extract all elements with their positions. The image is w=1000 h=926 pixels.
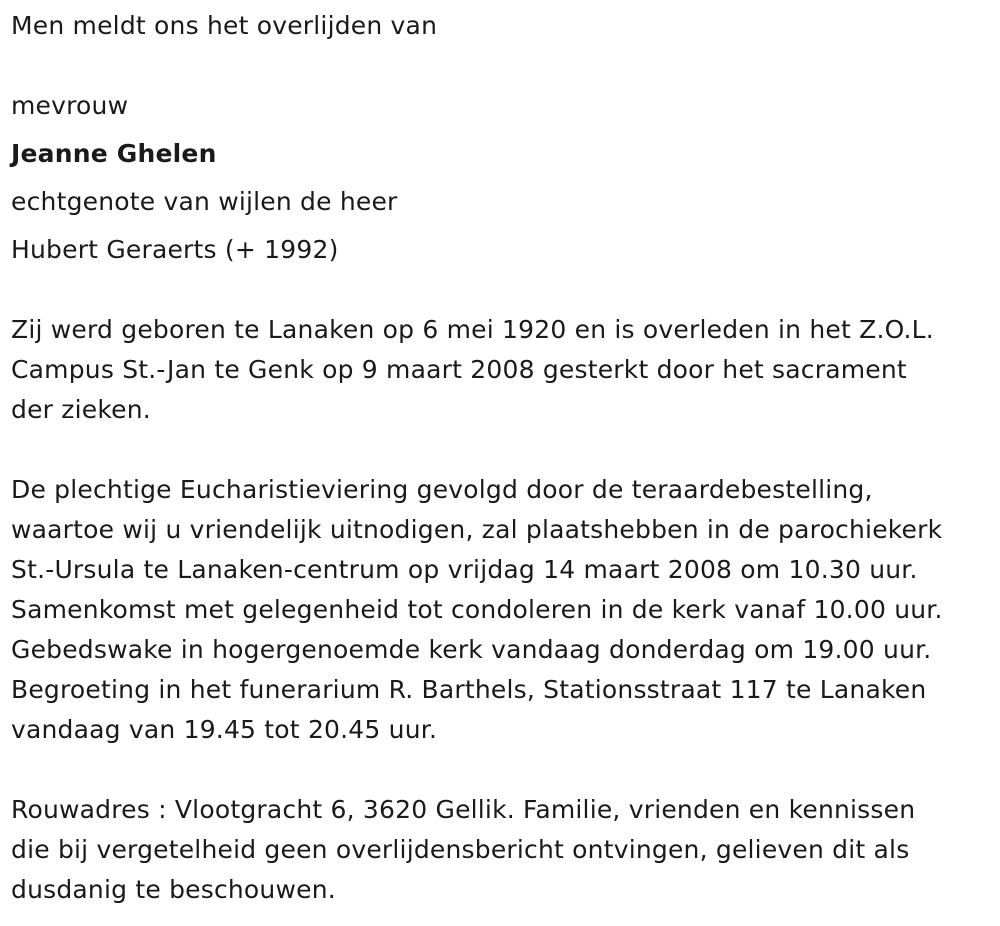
birth-death-line: der zieken. — [11, 395, 151, 424]
birth-death-line: Zij werd geboren te Lanaken op 6 mei 1920 en is overleden in het Z.O.L. — [11, 315, 934, 344]
ceremony-line: Gebedswake in hogergenoemde kerk vandaag donderdag om 19.00 uur. — [11, 635, 932, 664]
ceremony-line: Begroeting in het funerarium R. Barthels, Stationsstraat 117 te Lanaken — [11, 675, 927, 704]
address-line: Rouwadres : Vlootgracht 6, 3620 Gellik. Familie, vrienden en kennissen — [11, 795, 916, 824]
address-line: die bij vergetelheid geen overlijdensbericht ontvingen, gelieven dit als — [11, 835, 910, 864]
ceremony-line: De plechtige Eucharistieviering gevolgd door de teraardebestelling, — [11, 475, 873, 504]
relation-text: echtgenote van wijlen de heer — [11, 187, 398, 216]
ceremony-line: waartoe wij u vriendelijk uitnodigen, zal plaatshebben in de parochiekerk — [11, 515, 943, 544]
ceremony-line: vandaag van 19.45 tot 20.45 uur. — [11, 715, 438, 744]
deceased-name: Jeanne Ghelen — [11, 139, 217, 168]
ceremony-line: Samenkomst met gelegenheid tot condoleren in de kerk vanaf 10.00 uur. — [11, 595, 943, 624]
intro-text: Men meldt ons het overlijden van — [11, 11, 438, 40]
spouse-name: Hubert Geraerts (+ 1992) — [11, 235, 339, 264]
ceremony-line: St.-Ursula te Lanaken-centrum op vrijdag 14 maart 2008 om 10.30 uur. — [11, 555, 918, 584]
honorific: mevrouw — [11, 91, 129, 120]
address-line: dusdanig te beschouwen. — [11, 875, 336, 904]
birth-death-line: Campus St.-Jan te Genk op 9 maart 2008 gesterkt door het sacrament — [11, 355, 907, 384]
